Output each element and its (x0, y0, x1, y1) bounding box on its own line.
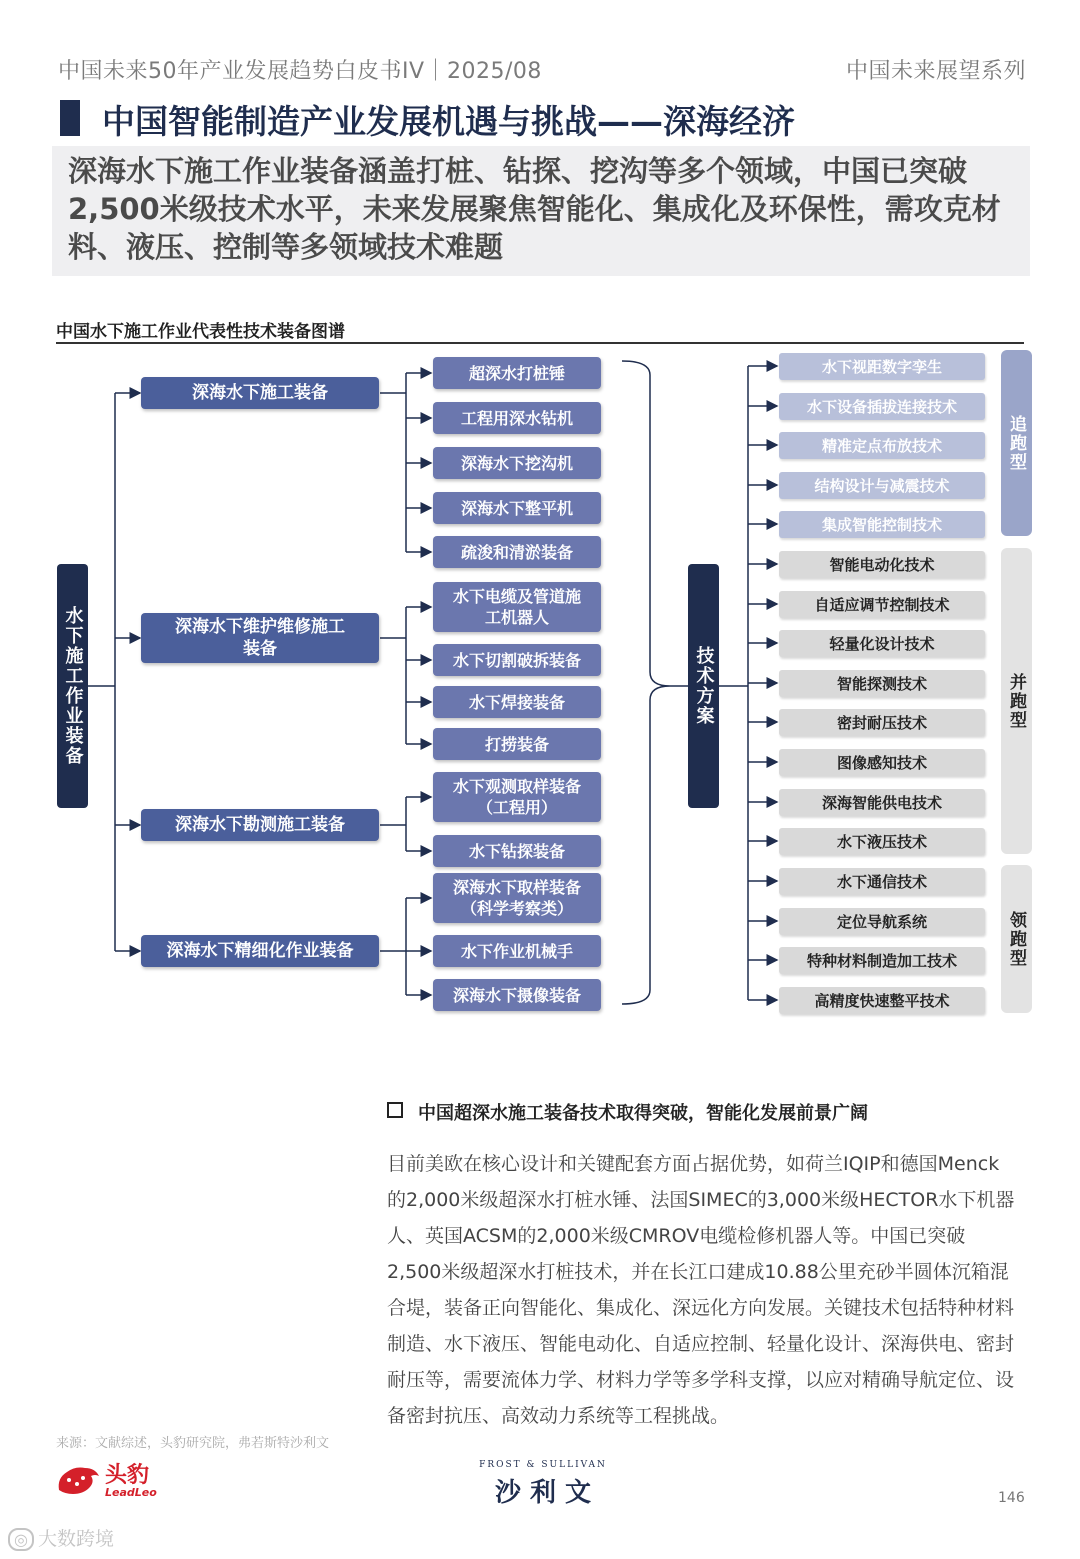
root-node: 水下施工作业装备 (57, 564, 88, 808)
equipment-node: 打捞装备 (433, 728, 601, 760)
tech-item: 特种材料制造加工技术 (779, 947, 985, 974)
frost-sullivan-cn: 沙 利 文 (494, 1478, 592, 1508)
tech-item: 深海智能供电技术 (779, 789, 985, 816)
category-node: 深海水下施工装备 (141, 377, 379, 409)
leopard-icon (55, 1460, 101, 1502)
equipment-node: 疏浚和清淤装备 (433, 536, 601, 568)
group-catch-up: 追跑型 (1001, 350, 1032, 536)
page-title: 中国智能制造产业发展机遇与挑战——深海经济 (102, 102, 795, 141)
tech-item: 自适应调节控制技术 (779, 591, 985, 618)
watermark-text: 大数跨境 (37, 1528, 114, 1550)
category-node: 深海水下精细化作业装备 (141, 935, 379, 967)
category-node: 深海水下维护维修施工装备 (141, 613, 379, 663)
equipment-node: 深海水下摄像装备 (433, 979, 601, 1011)
page-number: 146 (998, 1490, 1025, 1506)
group-leading: 领跑型 (1001, 865, 1032, 1013)
equipment-node: 水下作业机械手 (433, 935, 601, 967)
equipment-node: 水下钻探装备 (433, 835, 601, 867)
leadleo-en: LeadLeo (105, 1486, 157, 1499)
tech-item: 水下设备插拔连接技术 (779, 393, 985, 420)
tech-item: 水下通信技术 (779, 868, 985, 895)
leadleo-logo (55, 1458, 205, 1508)
frost-sullivan-en: FROST & SULLIVAN (479, 1460, 607, 1470)
tech-item: 精准定点布放技术 (779, 432, 985, 459)
equipment-node: 超深水打桩锤 (433, 357, 601, 389)
equipment-node: 水下切割破拆装备 (433, 644, 601, 676)
tech-item: 集成智能控制技术 (779, 511, 985, 538)
watermark-icon: ◎ (8, 1528, 34, 1551)
equipment-node: 深海水下取样装备（科学考察类） (433, 873, 601, 923)
tech-item: 轻量化设计技术 (779, 630, 985, 657)
equipment-node: 水下电缆及管道施工机器人 (433, 582, 601, 632)
equipment-node: 水下焊接装备 (433, 686, 601, 718)
leadleo-cn: 头豹 (105, 1463, 150, 1488)
chart-title: 中国水下施工作业代表性技术装备图谱 (56, 322, 345, 342)
watermark (8, 1524, 114, 1551)
body-paragraph: 目前美欧在核心设计和关键配套方面占据优势，如荷兰IQIP和德国Menck的2,000米级超深水打桩水锤、法国SIMEC的3,000米级HECTOR水下机器人、英国ACSM的2,000米级CMROV电缆检修机器人等。中国已突破2,500米级超深水打桩技术，并在长江口建成10.88公里充砂半圆体沉箱混合堤，装备正向智能化、集成化、深远化方向发展。关键技术包括特种材料制造、水下液压、智能电动化、自适应控制、轻量化设计、深海供电、密封耐压等，需要流体力学、材料力学等多学科支撑，以应对精确导航定位、设备密封抗压、高效动力系统等工程挑战。 (387, 1153, 1015, 1427)
tech-item: 结构设计与减震技术 (779, 472, 985, 499)
category-node: 深海水下勘测施工装备 (141, 809, 379, 841)
equipment-node: 深海水下挖沟机 (433, 447, 601, 479)
tech-item: 水下液压技术 (779, 828, 985, 855)
tech-item: 智能电动化技术 (779, 551, 985, 578)
tech-item: 水下视距数字孪生 (779, 353, 985, 380)
checkbox-bullet-icon (387, 1102, 403, 1118)
tech-item: 图像感知技术 (779, 749, 985, 776)
equipment-node: 深海水下整平机 (433, 492, 601, 524)
tech-item: 智能探测技术 (779, 670, 985, 697)
tech-solution-hub: 技术方案 (688, 564, 719, 808)
tech-item: 定位导航系统 (779, 908, 985, 935)
equipment-node: 工程用深水钻机 (433, 402, 601, 434)
summary-text: 深海水下施工作业装备涵盖打桩、钻探、挖沟等多个领域，中国已突破2,500米级技术水平，未来发展聚焦智能化、集成化及环保性，需攻克材料、液压、控制等多领域技术难题 (68, 154, 1001, 264)
tech-item: 高精度快速整平技术 (779, 987, 985, 1014)
frost-sullivan-logo (468, 1460, 618, 1508)
series-name: 中国未来展望系列 (845, 59, 1026, 84)
tech-item: 密封耐压技术 (779, 709, 985, 736)
equipment-node: 水下观测取样装备（工程用） (433, 772, 601, 822)
source-note: 来源：文献综述，头豹研究院，弗若斯特沙利文 (56, 1436, 330, 1451)
group-parallel: 并跑型 (1001, 548, 1032, 854)
report-series-header: 中国未来50年产业发展趋势白皮书IV｜2025/08 (58, 59, 542, 84)
section-subheading: 中国超深水施工装备技术取得突破，智能化发展前景广阔 (418, 1103, 868, 1124)
